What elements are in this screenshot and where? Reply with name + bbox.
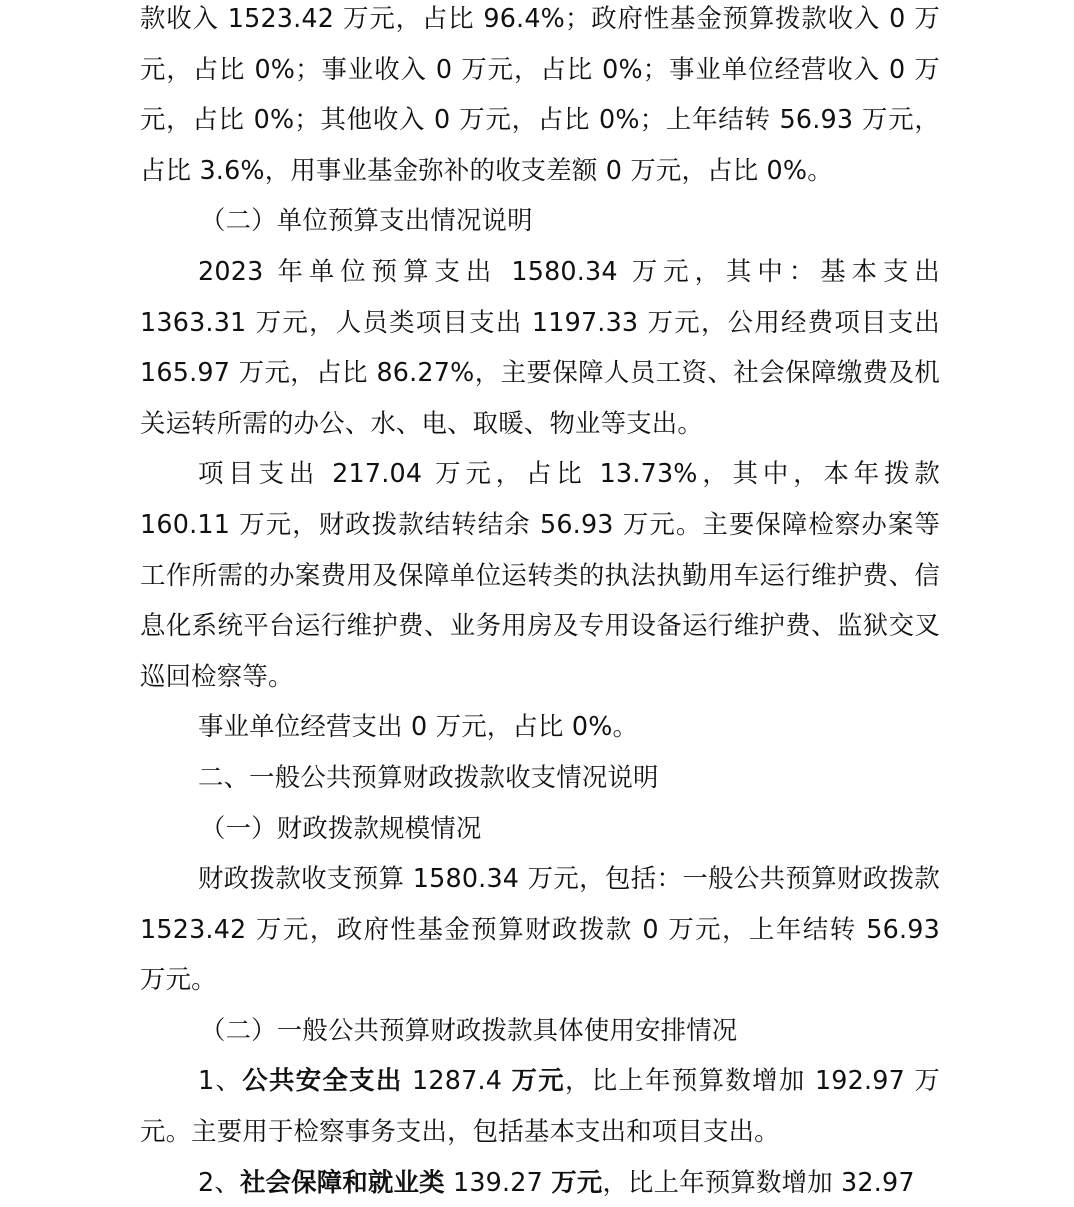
- item-amount: 139.27: [444, 1166, 552, 1197]
- item-label: 公共安全支出: [242, 1065, 403, 1096]
- item-description: ，比上年预算数增加 32.97: [602, 1166, 915, 1197]
- item-label: 社会保障和就业类: [239, 1166, 445, 1197]
- item-number: 1、: [198, 1065, 243, 1096]
- public-security-item: [140, 1055, 940, 1156]
- item-unit: 万元: [511, 1065, 565, 1096]
- item-description: ，比上年预算数增加 192.97 万元。主要用于检察事务支出，包括基本支出和项目支出。: [140, 1065, 940, 1147]
- social-security-item: [140, 1157, 940, 1207]
- section-heading-expenditure: （二）单位预算支出情况说明: [200, 205, 533, 236]
- business-expenditure-paragraph: 事业单位经营支出 0 万元，占比 0%。: [198, 711, 639, 742]
- appropriation-scale-paragraph: 财政拨款收支预算 1580.34 万元，包括：一般公共预算财政拨款 1523.42 万元，政府性基金预算财政拨款 0 万元，上年结转 56.93 万元。: [140, 863, 940, 995]
- subsection-heading-usage: （二）一般公共预算财政拨款具体使用安排情况: [200, 1014, 738, 1045]
- section-heading-general-budget: 二、一般公共预算财政拨款收支情况说明: [198, 761, 659, 792]
- item-amount: 1287.4: [402, 1065, 512, 1096]
- subsection-heading-scale: （一）财政拨款规模情况: [200, 812, 482, 843]
- document-page: [140, 0, 940, 1207]
- item-unit: 万元: [551, 1166, 603, 1197]
- basic-expenditure-paragraph: 2023 年单位预算支出 1580.34 万元，其中：基本支出 1363.31 万元，人员类项目支出 1197.33 万元，公用经费项目支出 165.97 万元，占比 86.27%，主要保障人员工资、社会保障缴费及机关运转所需的办公、水、电、取暖、物业等支出。: [140, 255, 940, 438]
- income-breakdown-paragraph: 款收入 1523.42 万元，占比 96.4%；政府性基金预算拨款收入 0 万元，占比 0%；事业收入 0 万元，占比 0%；事业单位经营收入 0 万元，占比 0%；其他收入 0 万元，占比 0%；上年结转 56.93 万元，占比 3.6%，用事业基金弥补的收支差额 0 万元，占比 0%。: [140, 3, 940, 185]
- project-expenditure-paragraph: 项目支出 217.04 万元，占比 13.73%，其中，本年拨款 160.11 万元，财政拨款结转结余 56.93 万元。主要保障检察办案等工作所需的办案费用及保障单位运转类的执法执勤用车运行维护费、信息化系统平台运行维护费、业务用房及专用设备运行维护费、监狱交叉巡回检察等。: [140, 458, 940, 691]
- item-number: 2、: [198, 1166, 240, 1197]
